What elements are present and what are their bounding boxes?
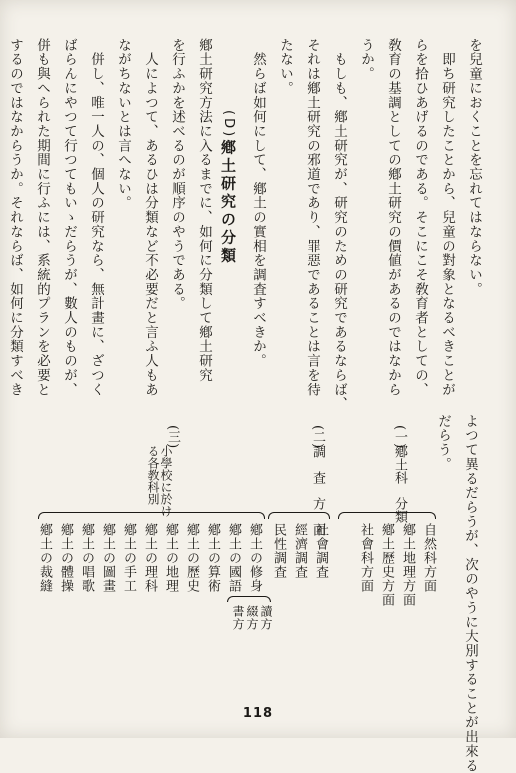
kokugo-bracket: [227, 596, 271, 602]
category-2-bracket: [268, 512, 330, 519]
text-line: それは鄕土研究の邪道であり、罪惡であることは言を待: [304, 38, 320, 397]
category-3-item: 鄕土の唱歌: [79, 523, 94, 593]
kokugo-sub-item: 綴方: [245, 605, 259, 631]
text-line: だらう。: [435, 414, 451, 472]
category-3-item: 鄕土の修身: [247, 523, 262, 593]
page-number: 118: [242, 706, 274, 721]
category-1-item: 自然科方面: [421, 523, 436, 593]
text-line: 鄕土研究方法に入るまでに、如何に分類して鄕土研究: [196, 38, 212, 383]
category-2-item: 社會調査: [313, 523, 328, 579]
category-3-item: 鄕土の裁縫: [37, 523, 52, 593]
category-1-number: (一): [392, 425, 407, 449]
category-1-item: 社會科方面: [358, 523, 373, 593]
text-line: 敎育の基調としての鄕土研究の價値があるのではなから: [385, 38, 401, 397]
category-3-number: (三): [165, 425, 180, 449]
section-heading: [218, 110, 239, 265]
category-2-number: (二): [310, 425, 325, 449]
category-3-item: 鄕土の圖畫: [100, 523, 115, 593]
category-3-bracket: [38, 512, 265, 519]
section-number: (D): [221, 110, 236, 140]
text-line: を兒童におくことを忘れてはならない。: [466, 38, 482, 297]
text-line: 人によつて、あるひは分類など不必要だと言ふ人もあ: [142, 38, 158, 397]
text-line: を行ふかを述べるのが順序のやうである。: [169, 38, 185, 311]
text-line: するのではなからうか。それならば、如何に分類すべき: [7, 38, 23, 397]
category-3-label: 小學校に於け: [159, 445, 173, 517]
category-3-label-cont: る各教科別: [146, 445, 160, 505]
text-line: もしも、鄕土研究が、研究のための研究であるならば、: [331, 38, 347, 412]
category-2-item: 民性調査: [271, 523, 286, 579]
category-3-item: 鄕土の手工: [121, 523, 136, 593]
text-line: 併も與へられた期間に行ふには、系統的プランを必要と: [34, 38, 50, 397]
text-line: 然らば如何にして、鄕土の實相を調査すべきか。: [250, 38, 266, 369]
category-1-item: 鄕土歷史方面: [379, 523, 394, 607]
kokugo-sub-item: 書方: [231, 605, 245, 631]
category-3-item: 鄕土の國語: [226, 523, 241, 593]
category-3-item: 鄕土の歷史: [184, 523, 199, 593]
text-line: よつて異るだらうが、次のやうに大別することが出來る: [462, 414, 478, 773]
category-3-item: 鄕土の理科: [142, 523, 157, 593]
section-title: 鄕土研究の分類: [219, 139, 237, 266]
category-1-label: 鄕土科 分類: [392, 445, 407, 523]
text-line: たない。: [277, 38, 293, 96]
category-2-label: 調 査 方 面: [310, 445, 325, 536]
category-1-bracket: [338, 512, 436, 519]
text-line: うか。: [358, 38, 374, 82]
text-line: 併し、唯一人の、個人の研究なら、無計畫に、ざつく: [88, 38, 104, 397]
category-2-item: 經濟調査: [292, 523, 307, 579]
kokugo-sub-item: 讀方: [259, 605, 273, 631]
category-3-item: 鄕土の體操: [58, 523, 73, 593]
text-line: らを拾ひあげるのである。そこにこそ敎育者としての、: [412, 38, 428, 397]
text-line: 即ち研究したことから、兒童の對象となるべきことが: [439, 38, 455, 397]
text-line: ながちないとは言へない。: [115, 38, 131, 211]
category-3-item: 鄕土の地理: [163, 523, 178, 593]
category-1-item: 鄕土地理方面: [400, 523, 415, 607]
category-3-item: 鄕土の算術: [205, 523, 220, 593]
text-line: ばらんにやつて行つてもいゝだらうが、數人のものが、: [61, 38, 77, 397]
